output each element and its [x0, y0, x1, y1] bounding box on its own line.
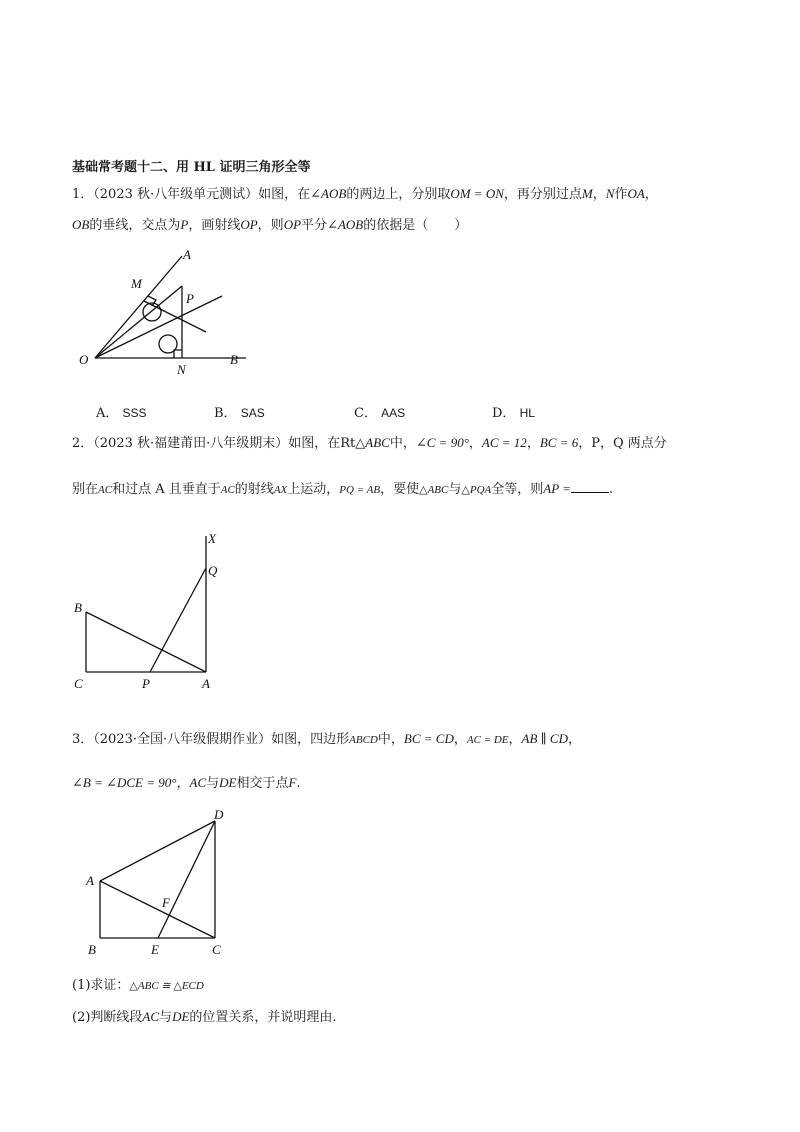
question-number: 1．	[72, 187, 94, 202]
label-q: Q	[208, 563, 218, 578]
answer-blank[interactable]	[571, 480, 609, 493]
label-c: C	[212, 942, 221, 957]
label-b: B	[230, 352, 238, 367]
label-a: A	[86, 873, 94, 888]
segment-ac	[100, 881, 215, 938]
ray-oa	[95, 256, 182, 358]
option-c[interactable]: C． AAS	[354, 406, 406, 421]
label-a: A	[183, 247, 191, 262]
label-p: P	[142, 676, 150, 691]
segment-ad	[100, 821, 215, 881]
label-c: C	[74, 676, 83, 691]
label-x: X	[208, 531, 216, 546]
label-b: B	[88, 942, 96, 957]
question-1-line-2: OB的垂线，交点为P，画射线OP，则OP平分∠AOB的依据是（ ）	[72, 217, 468, 233]
label-a: A	[202, 676, 210, 691]
label-e: E	[151, 942, 159, 957]
question-3-line-2: ∠B = ∠DCE = 90°，AC与DE相交于点F.	[72, 775, 301, 791]
label-n: N	[177, 362, 186, 376]
segment-ba	[86, 612, 206, 672]
label-d: D	[214, 807, 224, 822]
segment-de	[158, 821, 215, 938]
option-d[interactable]: D． HL	[492, 406, 535, 421]
question-3-line-1: 3．（2023·全国·八年级假期作业）如图，四边形ABCD中，BC = CD，AC = DE，AB ∥ CD，	[72, 731, 581, 747]
label-o: O	[79, 352, 89, 367]
option-a[interactable]: A． SSS	[96, 406, 147, 421]
section-title: 基础常考题十二、用 HL 证明三角形全等	[72, 160, 311, 175]
label-b: B	[74, 600, 82, 615]
segment-pq	[150, 568, 206, 672]
circle-mark-2	[159, 335, 177, 353]
figure-3-quadrilateral-diagram	[80, 805, 240, 965]
label-f: F	[162, 895, 170, 910]
question-source: （2023·全国·八年级假期作业）如图，四边形	[93, 732, 350, 747]
question-source: （2023 秋·福建莆田·八年级期末）如图，在	[93, 436, 341, 451]
question-source: （2023 秋·八年级单元测试）如图，在	[93, 187, 311, 202]
line-mp	[144, 301, 206, 332]
figure-2-triangle-diagram	[70, 530, 240, 695]
figure-1-angle-diagram	[70, 246, 270, 376]
option-b[interactable]: B． SAS	[214, 406, 265, 421]
question-2-line-2: 别在AC和过点 A 且垂直于AC的射线AX上运动，PQ = AB，要使△ABC与△PQA全等，则AP = .	[72, 481, 614, 497]
question-3-part-1: (1)求证：△ABC ≅ △ECD	[72, 978, 204, 993]
question-2-line-1: 2．（2023 秋·福建莆田·八年级期末）如图，在Rt△ABC中，∠C = 90°，AC = 12，BC = 6，P，Q 两点分	[72, 435, 667, 451]
question-3-part-2: (2)判断线段AC与DE的位置关系，并说明理由.	[72, 1009, 337, 1025]
label-p: P	[186, 291, 194, 306]
question-1-line-1: 1．（2023 秋·八年级单元测试）如图，在∠AOB的两边上，分别取OM = ON，再分别过点M，N作OA，	[72, 186, 658, 202]
label-m: M	[131, 276, 142, 291]
question-number: 2．	[72, 436, 94, 451]
question-number: 3．	[72, 732, 94, 747]
right-angle-n	[174, 350, 182, 358]
